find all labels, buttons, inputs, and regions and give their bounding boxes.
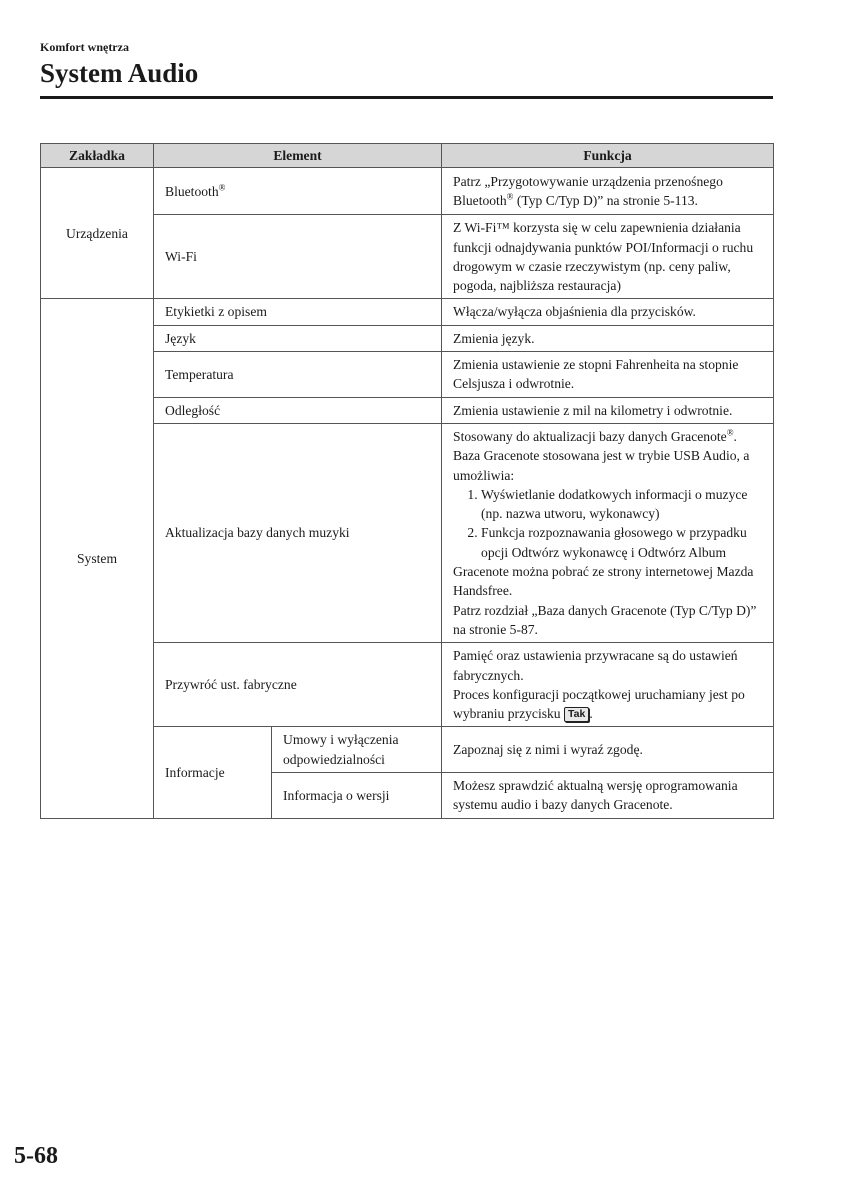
table-header-row (41, 144, 774, 168)
list-item: 2. Funkcja rozpoznawania głosowego w przypadku opcji Odtwórz wykonawcę i Odtwórz Album (481, 523, 762, 562)
page-title: System Audio (40, 58, 199, 88)
col-header-element: Element (154, 144, 442, 168)
page-number: 5-68 (14, 1143, 58, 1169)
function-cell: Zapoznaj się z nimi i wyraź zgodę. (442, 727, 774, 773)
element-cell: Aktualizacja bazy danych muzyki (154, 423, 442, 642)
element-cell: Informacje (154, 727, 272, 818)
subelement-cell: Informacja o wersji (272, 773, 442, 819)
section-label: Komfort wnętrza (40, 40, 129, 54)
subelement-cell: Umowy i wyłączenia odpowiedzialności (272, 727, 442, 773)
feature-list (453, 485, 762, 562)
function-cell: Stosowany do aktualizacji bazy danych Gracenote®. Baza Gracenote stosowana jest w trybie USB Audio, a umożliwia: 1. Wyświetlanie dodatkowych informacji o muzyce (np. nazwa utworu, wykonawcy) 2. Funkcja rozpoznawania głosowego w przypadku opcji Odtwórz wykonawcę i Odtwórz Album Gracenote można pobrać ze strony internetowej Mazda Handsfree. Patrz rozdział „Baza danych Gracenote (Typ C/Typ D)” na stronie 5-87. (442, 423, 774, 642)
settings-table (40, 143, 774, 819)
element-cell: Odległość (154, 397, 442, 423)
function-cell: Patrz „Przygotowywanie urządzenia przenośnego Bluetooth® (Typ C/Typ D)” na stronie 5-113. (442, 168, 774, 215)
element-cell: Bluetooth® (154, 168, 442, 215)
tab-cell-devices: Urządzenia (41, 168, 154, 299)
element-cell: Etykietki z opisem (154, 299, 442, 325)
list-item: 1. Wyświetlanie dodatkowych informacji o muzyce (np. nazwa utworu, wykonawcy) (481, 485, 762, 524)
element-cell: Wi-Fi (154, 215, 442, 299)
element-cell: Temperatura (154, 352, 442, 398)
tak-key-icon: Tak (564, 707, 589, 722)
table-row (41, 168, 774, 215)
function-cell: Z Wi-Fi™ korzysta się w celu zapewnienia działania funkcji odnajdywania punktów POI/Informacji o ruchu drogowym w czasie rzeczywistym (np. ceny paliw, pogoda, najbliższa restauracja) (442, 215, 774, 299)
function-cell: Pamięć oraz ustawienia przywracane są do ustawień fabrycznych. Proces konfiguracji początkowej uruchamiany jest po wybraniu przycisku Tak . (442, 643, 774, 727)
function-cell: Zmienia język. (442, 325, 774, 351)
function-cell: Włącza/wyłącza objaśnienia dla przycisków. (442, 299, 774, 325)
element-cell: Język (154, 325, 442, 351)
table-row (41, 299, 774, 325)
title-rule (40, 96, 773, 99)
function-cell: Możesz sprawdzić aktualną wersję oprogramowania systemu audio i bazy danych Gracenote. (442, 773, 774, 819)
tab-cell-system: System (41, 299, 154, 818)
element-cell: Przywróć ust. fabryczne (154, 643, 442, 727)
function-cell: Zmienia ustawienie ze stopni Fahrenheita na stopnie Celsjusza i odwrotnie. (442, 352, 774, 398)
col-header-tab: Zakładka (41, 144, 154, 168)
function-cell: Zmienia ustawienie z mil na kilometry i odwrotnie. (442, 397, 774, 423)
col-header-function: Funkcja (442, 144, 774, 168)
